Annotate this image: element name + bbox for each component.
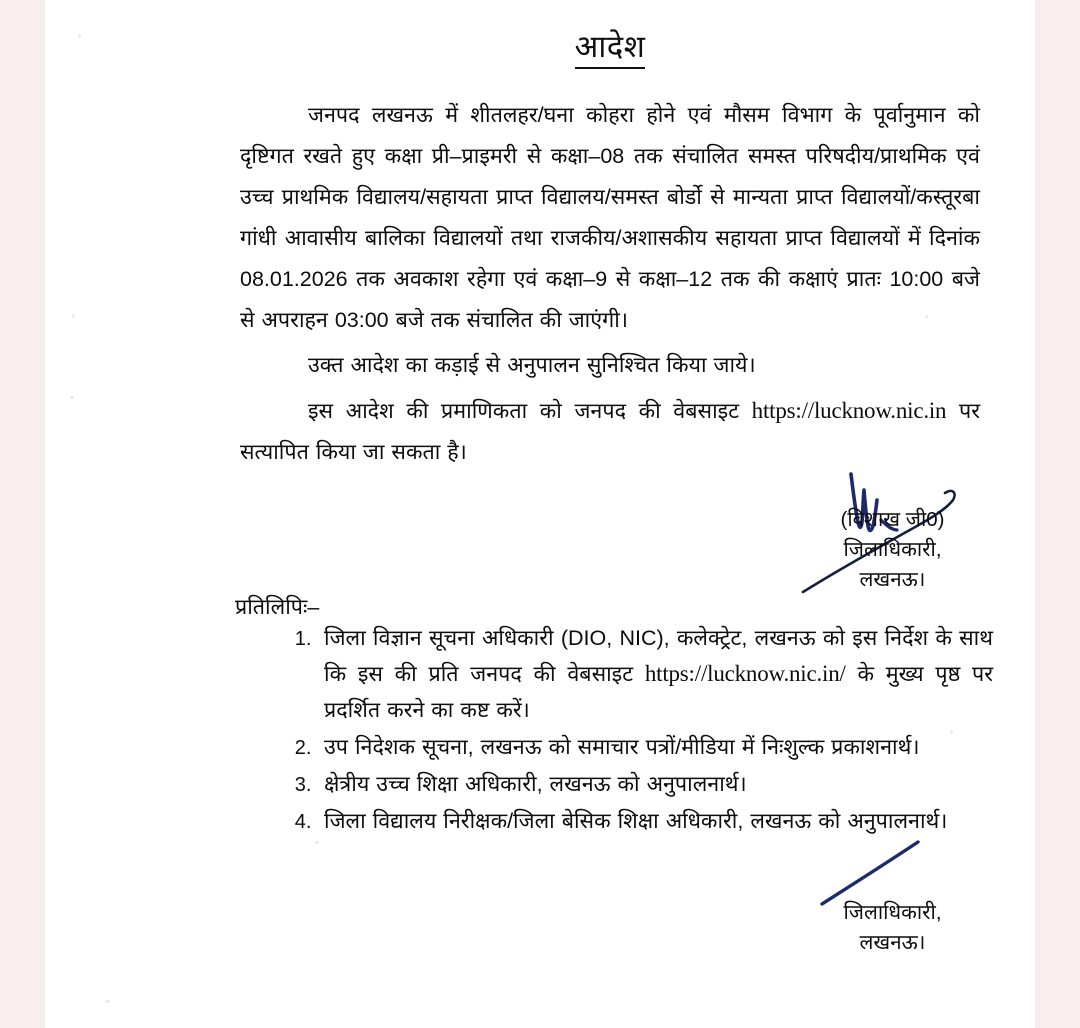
copy-recipient-list [270, 620, 993, 840]
list-item-url[interactable]: https://lucknow.nic.in/ [644, 661, 846, 686]
signatory-district-lower: लखनऊ। [859, 931, 926, 954]
body-paragraph-1: जनपद लखनऊ में शीतलहर/घना कोहरा होने एवं मौसम विभाग के पूर्वानुमान को दृष्टिगत रखते हुए कक्षा प्री–प्राइमरी से कक्षा–08 तक संचालित समस्त परिषदीय/प्राथमिक एवं उच्च प्राथमिक विद्यालय/सहायता प्राप्त विद्यालय/समस्त बोर्डो से मान्यता प्राप्त विद्यालयों/कस्तूरबा गांधी आवासीय बालिका विद्यालयों तथा राजकीय/अशासकीय सहायता प्राप्त विद्यालयों में दिनांक 08.01.2026 तक अवकाश रहेगा एवं कक्षा–9 से कक्षा–12 तक की कक्षाएं प्रातः 10:00 बजे से अपराहन 03:00 बजे तक संचालित की जाएंगी। [240, 103, 980, 333]
list-item [318, 766, 993, 802]
signatory-designation-lower: जिलाधिकारी, [843, 901, 942, 924]
list-item-text: जिला विद्यालय निरीक्षक/जिला बेसिक शिक्षा अधिकारी, लखनऊ को अनुपालनार्थ। [324, 809, 948, 833]
scan-speck [70, 396, 74, 399]
document-title-text: आदेश [575, 29, 646, 69]
list-item-text: क्षेत्रीय उच्च शिक्षा अधिकारी, लखनऊ को अनुपालनार्थ। [324, 772, 747, 796]
document-body [240, 95, 980, 473]
signatory-designation: जिलाधिकारी, [843, 538, 942, 561]
paragraph-3-post-text: पर सत्यापित किया जा सकता है। [240, 399, 980, 465]
document-page [45, 0, 1035, 1028]
signature-block-upper [805, 505, 980, 595]
scan-speck [72, 314, 75, 318]
list-item-text: उप निदेशक सूचना, लखनऊ को समाचार पत्रों/मीडिया में निःशुल्क प्रकाशनार्थ। [324, 735, 920, 759]
list-item [318, 729, 993, 765]
body-paragraph-3 [240, 390, 980, 473]
list-item [318, 803, 993, 839]
signatory-district: लखनऊ। [859, 568, 926, 591]
paragraph-3-pre-text: इस आदेश की प्रमाणिकता को जनपद की वेबसाइट [308, 399, 752, 424]
document-content [235, 0, 993, 1028]
verification-url[interactable]: https://lucknow.nic.in [751, 398, 947, 424]
signature-block-lower [805, 898, 980, 958]
list-item [318, 620, 993, 728]
body-paragraph-2: उक्त आदेश का कड़ाई से अनुपालन सुनिश्चित किया जाये। [308, 353, 756, 378]
scan-speck [105, 1000, 110, 1003]
list-item-pre-text: जिला विज्ञान सूचना अधिकारी (DIO, NIC), कलेक्ट्रेट, लखनऊ को इस निर्देश के साथ कि इस की प्रति जनपद की वेबसाइट [324, 626, 993, 686]
document-title [240, 0, 980, 65]
scan-speck [78, 34, 81, 37]
signatory-name: (विशाख जी0) [840, 508, 945, 531]
copy-section-label: प्रतिलिपिः– [235, 595, 320, 619]
list-item-post-text: के मुख्य पृष्ठ पर प्रदर्शित करने का कष्ट करें। [324, 662, 993, 722]
